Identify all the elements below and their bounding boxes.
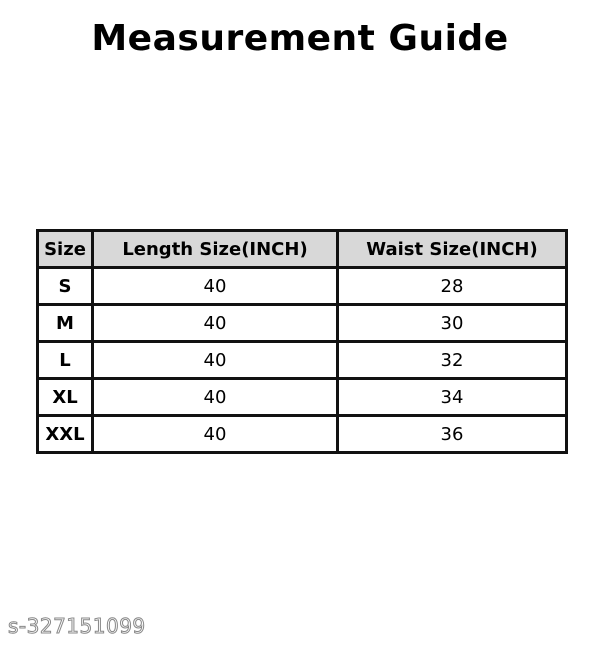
size-cell: M xyxy=(38,305,93,342)
header-length: Length Size(INCH) xyxy=(93,231,338,268)
waist-cell: 32 xyxy=(338,342,567,379)
size-cell: S xyxy=(38,268,93,305)
table-row xyxy=(38,342,567,379)
waist-cell: 36 xyxy=(338,416,567,453)
header-size: Size xyxy=(38,231,93,268)
waist-cell: 30 xyxy=(338,305,567,342)
page-title: Measurement Guide xyxy=(91,18,509,59)
table-header-row xyxy=(38,231,567,268)
length-cell: 40 xyxy=(93,268,338,305)
waist-cell: 34 xyxy=(338,379,567,416)
length-cell: 40 xyxy=(93,379,338,416)
length-cell: 40 xyxy=(93,305,338,342)
size-cell: L xyxy=(38,342,93,379)
waist-cell: 28 xyxy=(338,268,567,305)
length-cell: 40 xyxy=(93,342,338,379)
measurement-table xyxy=(36,229,568,454)
size-cell: XXL xyxy=(38,416,93,453)
table-row xyxy=(38,379,567,416)
length-cell: 40 xyxy=(93,416,338,453)
table-row xyxy=(38,305,567,342)
header-waist: Waist Size(INCH) xyxy=(338,231,567,268)
table-row xyxy=(38,416,567,453)
table-row xyxy=(38,268,567,305)
watermark-text: s-327151099 xyxy=(8,614,146,638)
size-cell: XL xyxy=(38,379,93,416)
